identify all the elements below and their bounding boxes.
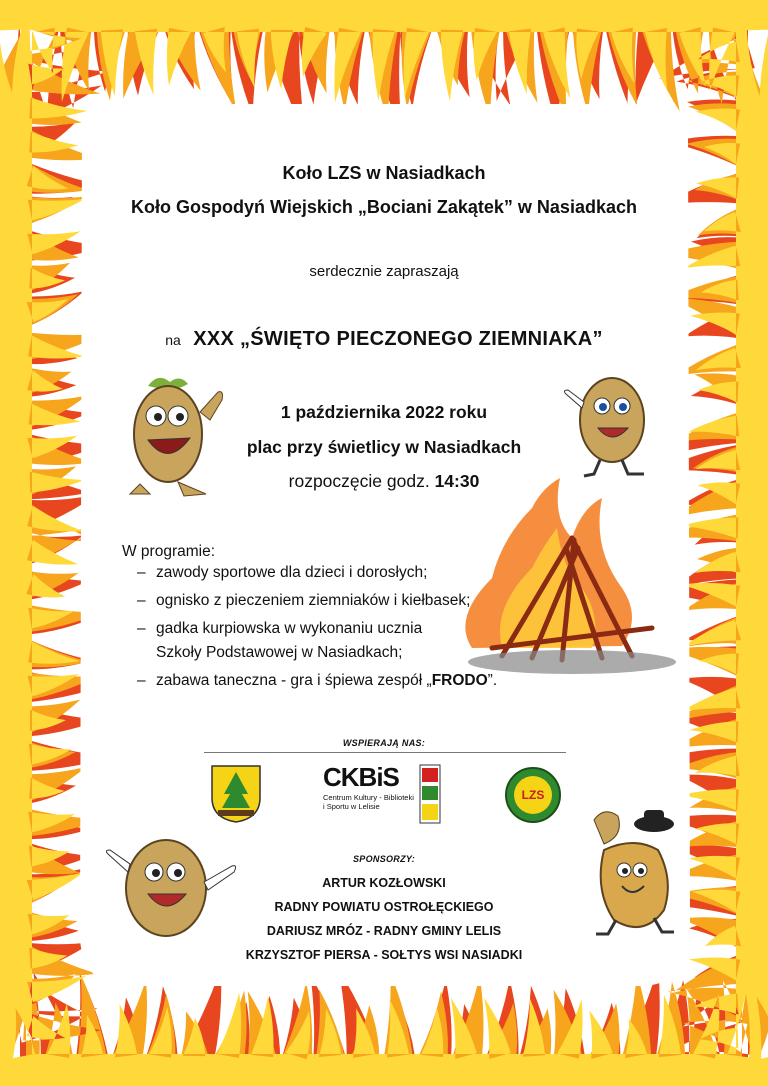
sponsor-line: KRZYSZTOF PIERSA - SOŁTYS WSI NASIADKI bbox=[245, 948, 523, 962]
sponsors-list bbox=[0, 871, 768, 967]
list-item: Szkoły Podstawowej w Nasiadkach; bbox=[156, 644, 403, 661]
title-prefix: na bbox=[165, 332, 181, 348]
divider bbox=[204, 752, 566, 753]
list-item: – zabawa taneczna - gra i śpiewa zespół „FRODO”. bbox=[122, 669, 497, 693]
sponsor-line: DARIUSZ MRÓZ - RADNY GMINY LELIS bbox=[266, 924, 502, 938]
event-date: 1 października 2022 roku bbox=[280, 402, 488, 422]
supporters-label: WSPIERAJĄ NAS: bbox=[342, 738, 426, 748]
program-heading: W programie: bbox=[122, 543, 216, 560]
start-time: 14:30 bbox=[434, 471, 480, 491]
program-list bbox=[122, 561, 497, 693]
ckbis-name: CKBiS bbox=[323, 762, 399, 792]
ckbis-emblem-icon bbox=[419, 764, 441, 824]
potato-mascot-thumbs-up-icon bbox=[118, 372, 228, 500]
band-name: FRODO bbox=[431, 672, 488, 689]
sponsor-line: ARTUR KOZŁOWSKI bbox=[322, 876, 446, 890]
organizer-line-1: Koło LZS w Nasiadkach bbox=[282, 163, 486, 183]
ckbis-logo: CKBiS Centrum Kultury - Biblioteki i Sportu w Lelisie bbox=[323, 762, 453, 826]
lzs-badge-icon bbox=[504, 766, 562, 824]
potato-mascot-waving-icon bbox=[560, 370, 656, 480]
list-item: – ognisko z pieczeniem ziemniaków i kiełbasek; bbox=[122, 589, 497, 613]
list-item: – gadka kurpiowska w wykonaniu ucznia bbox=[122, 617, 497, 641]
lzs-badge-text: LZS bbox=[521, 788, 545, 802]
event-title-row bbox=[0, 328, 768, 351]
start-label: rozpoczęcie godz. bbox=[288, 471, 430, 491]
list-item: – zawody sportowe dla dzieci i dorosłych; bbox=[122, 561, 497, 585]
sponsors-label: SPONSORZY: bbox=[352, 854, 415, 864]
invitation-text: serdecznie zapraszają bbox=[309, 263, 459, 280]
event-place: plac przy świetlicy w Nasiadkach bbox=[246, 437, 522, 457]
gmina-lelis-coat-of-arms-icon bbox=[210, 764, 262, 824]
sponsor-line: RADNY POWIATU OSTROŁĘCKIEGO bbox=[274, 900, 494, 914]
organizer-line-2: Koło Gospodyń Wiejskich „Bociani Zakątek” w Nasiadkach bbox=[131, 197, 637, 217]
event-title: XXX „ŚWIĘTO PIECZONEGO ZIEMNIAKA” bbox=[193, 328, 603, 350]
